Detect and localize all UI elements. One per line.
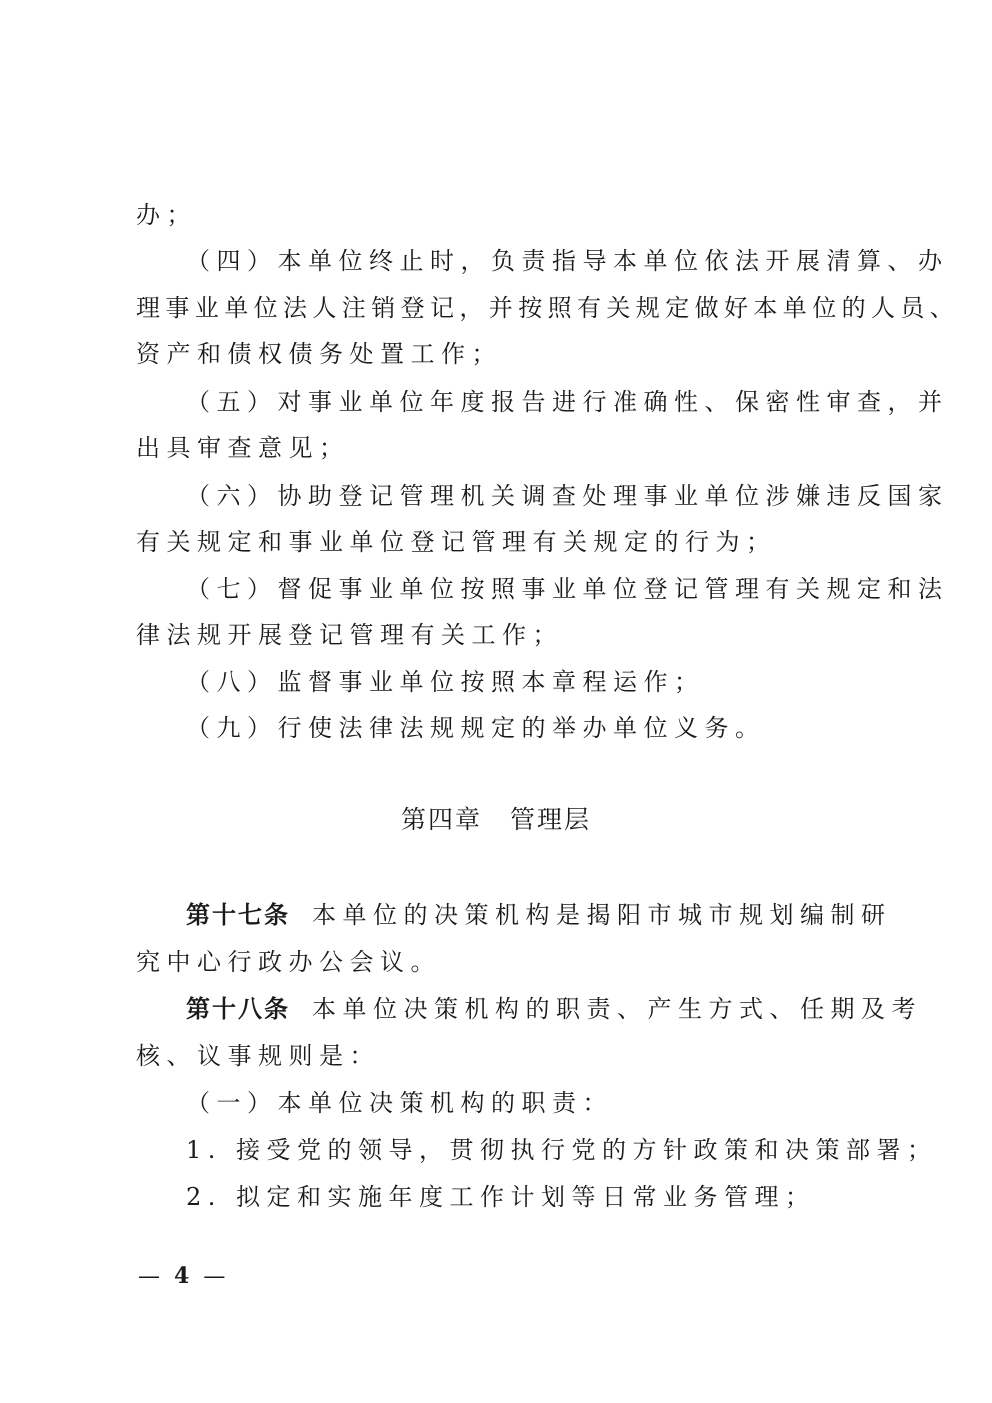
text-line-1: 办； [136, 201, 197, 229]
article-17-line-1 [186, 900, 892, 930]
text-line-3: 理事业单位法人注销登记，并按照有关规定做好本单位的人员、 [136, 294, 960, 322]
text-line-5: （五）对事业单位年度报告进行准确性、保密性审查，并 [186, 388, 949, 416]
chapter-number: 第四章 [400, 805, 482, 834]
text-line-6: 出具审查意见； [136, 434, 350, 462]
page-footer [138, 1262, 225, 1291]
text-line-2: （四）本单位终止时，负责指导本单位依法开展清算、办 [186, 247, 949, 275]
article-18-label: 第十八条 [186, 995, 290, 1023]
text-line-9: （七）督促事业单位按照事业单位登记管理有关规定和法 [186, 575, 949, 603]
article-18-line-1 [186, 994, 922, 1024]
footer-dash-right: — [203, 1264, 226, 1289]
text-line-12: （九）行使法律法规规定的举办单位义务。 [186, 714, 766, 742]
footer-dash-left: — [138, 1264, 160, 1289]
text-line-10: 律法规开展登记管理有关工作； [136, 621, 563, 649]
article-18-line-2: 核、议事规则是： [136, 1042, 380, 1070]
article-17-label: 第十七条 [186, 901, 290, 929]
chapter-heading [0, 804, 992, 836]
chapter-title: 管理层 [510, 805, 592, 834]
sub-line-1: （一）本单位决策机构的职责： [186, 1089, 613, 1117]
sub-line-2: 1. 接受党的领导，贯彻执行党的方针政策和决策部署； [186, 1136, 938, 1164]
article-18-text: 本单位决策机构的职责、产生方式、任期及考 [312, 995, 922, 1023]
text-line-7: （六）协助登记管理机关调查处理事业单位涉嫌违反国家 [186, 482, 949, 510]
page-number: 4 [174, 1263, 190, 1289]
text-line-4: 资产和债权债务处置工作； [136, 340, 502, 368]
sub-line-3: 2. 拟定和实施年度工作计划等日常业务管理； [186, 1183, 816, 1211]
article-17-text: 本单位的决策机构是揭阳市城市规划编制研 [312, 901, 892, 929]
text-line-8: 有关规定和事业单位登记管理有关规定的行为； [136, 528, 777, 556]
article-17-line-2: 究中心行政办公会议。 [136, 948, 441, 976]
text-line-11: （八）监督事业单位按照本章程运作； [186, 668, 705, 696]
